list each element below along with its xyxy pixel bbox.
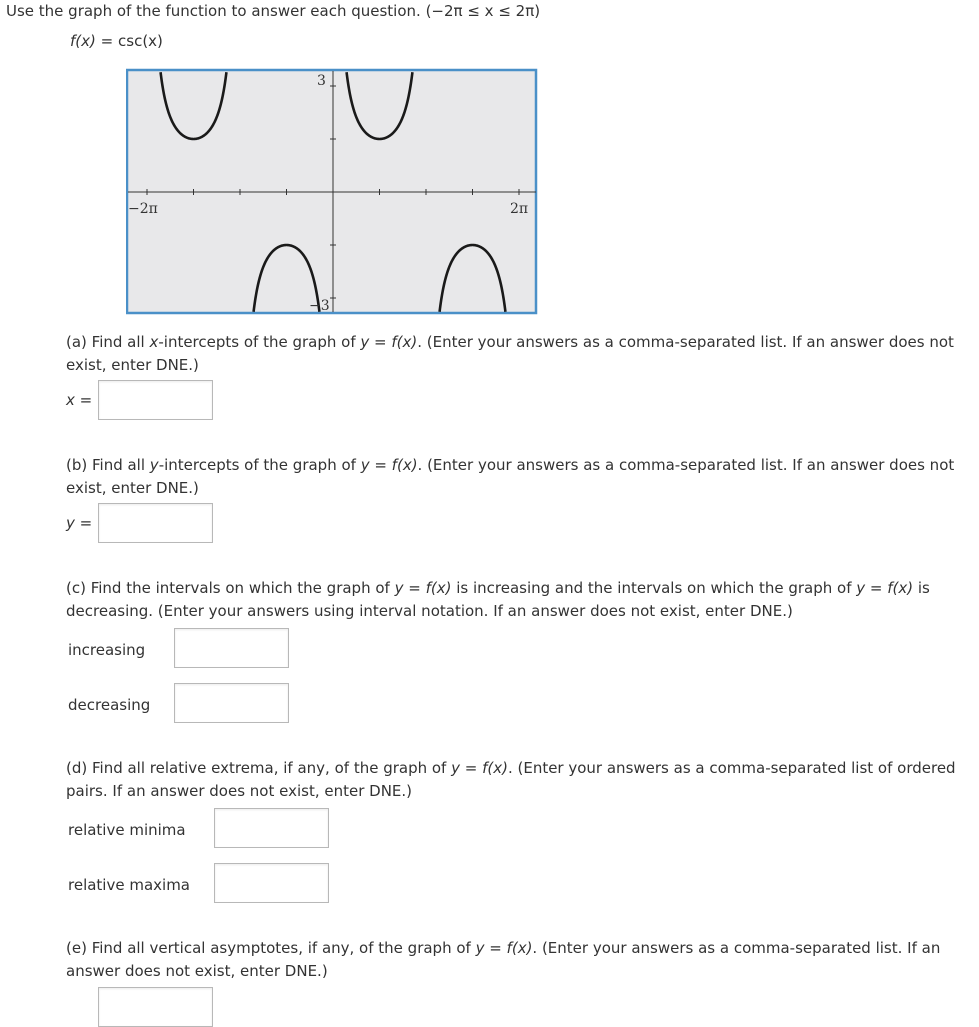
question-e-suffix: . (Enter your answers as a comma-separated list. If an answer does not exist, enter DNE.) [66,939,941,980]
y-tick-label-top: 3 [317,73,326,89]
question-c-eq1: y = f(x) [394,579,452,597]
domain-text: (−2π ≤ x ≤ 2π) [425,2,541,20]
instructions-text: Use the graph of the function to answer each question. [6,2,421,20]
question-e-eq: y = f(x) [475,939,533,957]
instructions [6,2,540,20]
function-equals: = [100,32,114,50]
increasing-input[interactable] [174,628,289,668]
question-c-eq2: y = f(x) [856,579,914,597]
function-label: f(x) [70,32,96,50]
question-d-eq: y = f(x) [451,759,508,777]
question-c-middle: is increasing and the intervals on which the graph of [451,579,857,597]
question-c [66,577,978,623]
question-b [66,454,978,500]
relative-minima-input[interactable] [214,808,329,848]
function-expr: csc(x) [118,32,163,50]
question-c-suffix: is decreasing. (Enter your answers using interval notation. If an answer does not exist, enter DNE.) [66,579,930,620]
x-intercepts-input[interactable] [98,380,213,420]
vertical-asymptotes-input[interactable] [98,987,213,1027]
question-d-suffix: . (Enter your answers as a comma-separated list of ordered pairs. If an answer does not exist, enter DNE.) [66,759,956,800]
question-b-middle: -intercepts of the graph of [158,456,361,474]
increasing-label: increasing [68,641,146,659]
question-e [66,937,978,983]
x-input-label: x = [66,391,93,409]
x-tick-label-right: 2π [510,201,529,217]
question-b-eq: y = f(x) [360,456,418,474]
question-a-eq: y = f(x) [360,333,418,351]
decreasing-label: decreasing [68,696,151,714]
question-a-suffix: . (Enter your answers as a comma-separated list. If an answer does not exist, enter DNE.) [66,333,954,374]
question-a [66,331,978,377]
question-e-prefix: (e) Find all vertical asymptotes, if any, of the graph of [66,939,476,957]
question-a-middle: -intercepts of the graph of [158,333,361,351]
question-b-suffix: . (Enter your answers as a comma-separated list. If an answer does not exist, enter DNE.) [66,456,955,497]
decreasing-input[interactable] [174,683,289,723]
function-definition [70,32,163,50]
question-b-prefix: (b) Find all [66,456,150,474]
question-a-var: x [149,333,159,351]
relative-maxima-label: relative maxima [68,876,190,894]
y-tick-label-bottom: −3 [309,298,330,314]
x-tick-label-left: −2π [128,201,158,217]
relative-minima-label: relative minima [68,821,186,839]
question-c-prefix: (c) Find the intervals on which the graph of [66,579,395,597]
question-d [66,757,978,803]
question-b-var: y [149,456,159,474]
y-input-label: y = [66,514,93,532]
relative-maxima-input[interactable] [214,863,329,903]
csc-graph [126,68,538,316]
y-intercepts-input[interactable] [98,503,213,543]
question-d-prefix: (d) Find all relative extrema, if any, of the graph of [66,759,452,777]
question-a-prefix: (a) Find all [66,333,150,351]
